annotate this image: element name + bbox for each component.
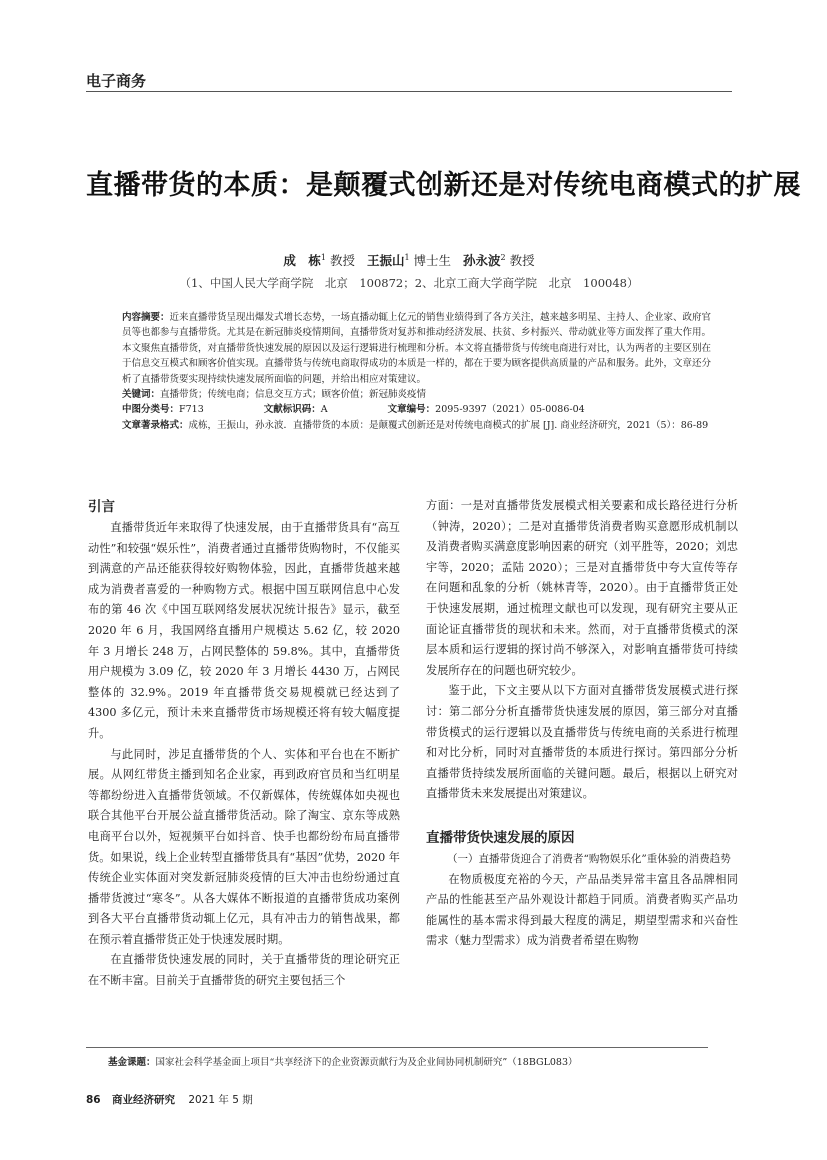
intro-heading: 引言 — [88, 499, 115, 515]
body-paragraph: 方面：一是对直播带货发展模式相关要素和成长路径进行分析（钟涛，2020）；二是对直播带货消费者购买意愿形成机制以及消费者购买满意度影响因素的研究（刘平胜等，2020；刘忠宇等，2020；孟陆 2020）；三是对直播带货中夸大宣传等存在问题和乱象的分析（姚林青等，2020）。由于直播带货正处于快速发展期，通过梳理文献也可以发现，现有研究主要从正面论证直播带货的现状和未来。然而，对于直播带货模式的深层本质和运行逻辑的探讨尚不够深入，对影响直播带货可持续发展所存在的问题也研究较少。 — [426, 499, 738, 677]
author-role: 教授 — [509, 253, 535, 268]
author-role: 教授 — [330, 253, 356, 268]
abstract-block — [122, 310, 712, 433]
clc-value: F713 — [179, 404, 204, 416]
citation — [122, 418, 712, 433]
article-no-label: 文章编号： — [387, 404, 436, 416]
article-no-value: 2095-9397（2021）05-0086-04 — [435, 404, 585, 416]
article-title: 直播带货的本质：是颠覆式创新还是对传统电商模式的扩展 — [86, 170, 801, 201]
author-line — [86, 251, 732, 269]
journal-name: 商业经济研究 — [111, 1094, 175, 1106]
subsection-heading: （一）直播带货迎合了消费者“购物娱乐化”重体验的消费趋势 — [447, 852, 731, 865]
section-label: 电子商务 — [86, 72, 147, 90]
author-name: 王振山 — [366, 253, 405, 268]
doc-code-label: 文献标识码： — [263, 404, 321, 416]
footnote-rule — [86, 1047, 708, 1048]
author-name: 成 栋 — [283, 253, 321, 268]
abstract-label: 内容摘要： — [122, 312, 170, 323]
abstract — [122, 310, 712, 387]
left-column — [88, 496, 400, 992]
body-paragraph: 在物质极度充裕的今天，产品品类异常丰富且各品牌相同产品的性能甚至产品外观设计都趋于同质。消费者购买产品功能属性的基本需求得到最大程度的满足，期望型需求和兴奋性需求（魅力型需求）成为消费者希望在购物 — [426, 872, 738, 948]
affiliations: （1、中国人民大学商学院 北京 100872；2、北京工商大学商学院 北京 100048） — [179, 276, 639, 290]
page-footer — [86, 1092, 253, 1107]
clc-label: 中图分类号： — [122, 404, 180, 416]
funding-label: 基金课题： — [108, 1057, 156, 1068]
author-affil-mark: 1 — [404, 252, 410, 262]
classification-row — [122, 402, 712, 417]
author-affil-mark: 2 — [500, 252, 506, 262]
citation-text: 成栋，王振山，孙永波．直播带货的本质：是颠覆式创新还是对传统电商模式的扩展 [J]. 商业经济研究，2021（5）：86-89 — [188, 419, 709, 431]
body-paragraph: 与此同时，涉足直播带货的个人、实体和平台也在不断扩展。从网红带货主播到知名企业家，再到政府官员和当红明星等都纷纷进入直播带货领域。不仅新媒体，传统媒体如央视也联合其他平台开展公益直播带货活动。除了淘宝、京东等成熟电商平台以外，短视频平台如抖音、快手也都纷纷布局直播带货。如果说，线上企业转型直播带货具有“基因”优势，2020 年传统企业实体面对突发新冠肺炎疫情的巨大冲击也纷纷通过直播带货渡过“寒冬”。从各大媒体不断报道的直播带货成功案例到各大平台直播带货动辄上亿元，具有冲击力的销售战果，都在预示着直播带货正处于快速发展时期。 — [88, 747, 400, 946]
body-paragraph: 鉴于此，下文主要从以下方面对直播带货发展模式进行探讨：第二部分分析直播带货快速发展的原因，第三部分对直播带货模式的运行逻辑以及直播带货与传统电商的关系进行梳理和对比分析，同时对直播带货的本质进行探讨。第四部分分析直播带货持续发展所面临的关键问题。最后，根据以上研究对直播带货未来发展提出对策建议。 — [426, 684, 738, 801]
keywords-label: 关键词： — [122, 389, 161, 401]
header-rule — [86, 91, 732, 92]
body-paragraph: 直播带货近年来取得了快速发展，由于直播带货具有“高互动性”和较强“娱乐性”，消费者通过直播带货购物时，不仅能买到满意的产品还能获得较好购物体验，因此，直播带货越来越成为消费者喜爱的一种购物方式。根据中国互联网信息中心发布的第 46 次《中国互联网络发展状况统计报告》显示，截至 2020 年 6 月，我国网络直播用户规模达 5.62 亿，较 2020 年 3 月增长 248 万，占网民整体的 59.8%。其中，直播带货用户规模为 3.09 亿，较 2020 年 3 月增长 4430 万，占网民整体的 32.9%。2019 年直播带货交易规模就已经达到了 4300 多亿元，预计未来直播带货市场规模还将有较大幅度提升。 — [88, 521, 400, 740]
keywords — [122, 387, 712, 402]
issue-label: 2021 年 5 期 — [188, 1094, 253, 1106]
author-name: 孙永波 — [462, 253, 501, 268]
doc-code-value: A — [320, 404, 328, 416]
funding-note — [108, 1054, 578, 1068]
citation-label: 文章著录格式： — [122, 419, 189, 431]
body-paragraph: 在直播带货快速发展的同时，关于直播带货的理论研究正在不断丰富。目前关于直播带货的研究主要包括三个 — [88, 953, 400, 988]
funding-text: 国家社会科学基金面上项目“共享经济下的企业资源贡献行为及企业间协同机制研究”（18BGL083） — [155, 1057, 578, 1068]
keywords-text: 直播带货；传统电商；信息交互方式；顾客价值；新冠肺炎疫情 — [160, 389, 427, 401]
author-affil-mark: 1 — [320, 252, 327, 262]
right-column — [426, 496, 738, 952]
section-heading: 直播带货快速发展的原因 — [426, 829, 575, 846]
page-number: 86 — [86, 1094, 101, 1106]
abstract-text: 近来直播带货呈现出爆发式增长态势，一场直播动辄上亿元的销售业绩得到了各方关注，越来越多明星、主持人、企业家、政府官员等也都参与直播带货。尤其是在新冠肺炎疫情期间，直播带货对复苏和推动经济发展、扶贫、乡村振兴、带动就业等方面发挥了重大作用。本文聚焦直播带货，对直播带货快速发展的原因以及运行逻辑进行梳理和分析。本文将直播带货与传统电商进行对比，认为两者的主要区别在于信息交互模式和顾客价值实现。直播带货与传统电商取得成功的本质是一样的，都在于要为顾客提供高质量的产品和服务。此外，文章还分析了直播带货要实现持续快速发展所面临的问题，并给出相应对策建议。 — [122, 312, 712, 385]
author-role: 博士生 — [413, 253, 452, 268]
